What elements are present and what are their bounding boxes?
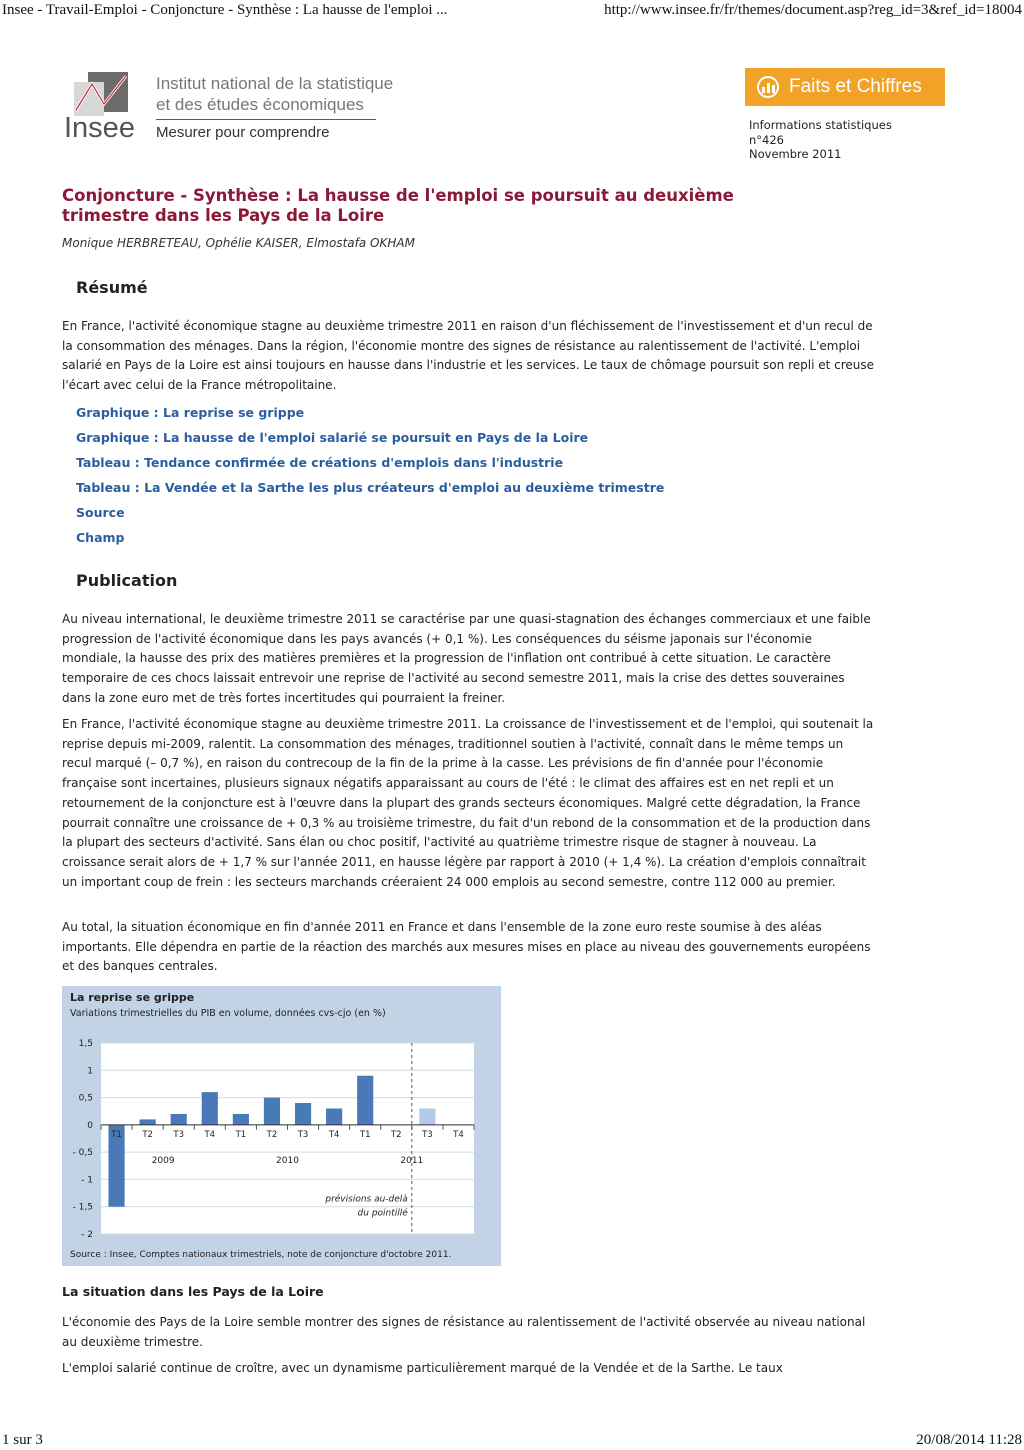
chart-plot <box>62 986 501 1266</box>
y-tick-label: 0,5 <box>78 1093 93 1104</box>
category-label: T4 <box>328 1129 340 1140</box>
y-tick-label: - 1,5 <box>72 1202 93 1213</box>
paragraph-france: En France, l'activité économique stagne au deuxième trimestre 2011. La croissance de l'investissement et de l'emploi, qui soutenait la reprise depuis mi-2009, ralentit. La consommation des ménages, traditionnel soutien à l'activité, connaît dans le même temps un recul marqué (– 0,7 %), en raison du contrecoup de la fin de la prime à la casse. Les prévisions de fin d'année pour l'économie française sont incertaines, plusieurs signaux négatifs apparaissant au cours de l'été : le climat des affaires est en net repli et un retournement de la conjoncture est à l'œuvre dans la plupart des grands secteurs économiques. Malgré cette dégradation, la France pourrait connaître une croissance de + 0,3 % au troisième trimestre, du fait d'un rebond de la consommation et de la production dans la plupart des secteurs d'activité. Sans élan ou choc positif, l'activité au quatrième trimestre risque de stagner à nouveau. La croissance serait alors de + 1,7 % sur l'année 2011, en hausse légère par rapport à 2010 (+ 1,4 %). La création d'emplois connaîtrait un important coup de frein : les secteurs marchands créeraient 24 000 emplois au second semestre, contre 112 000 au premier. <box>62 717 874 889</box>
category-label: T1 <box>235 1129 247 1140</box>
bar <box>295 1103 311 1125</box>
logo-line-2: et des études économiques <box>156 95 364 114</box>
bar <box>202 1092 218 1125</box>
bar <box>357 1076 373 1125</box>
section-links <box>76 405 664 555</box>
link-graph-emploi-label[interactable]: Graphique : La hausse de l'emploi salarié se poursuit en Pays de la Loire <box>76 430 589 445</box>
bar <box>140 1119 156 1124</box>
logo-divider <box>156 119 376 120</box>
link-table-industrie[interactable] <box>76 455 664 480</box>
category-label: T2 <box>390 1129 402 1140</box>
category-label: T3 <box>422 1129 433 1140</box>
bar <box>233 1114 249 1125</box>
year-label: 2011 <box>400 1155 424 1166</box>
paragraph-total: Au total, la situation économique en fin d'année 2011 en France et dans l'ensemble de la zone euro reste soumise à des aléas importants. Elle dépendra en partie de la réaction des marchés aux mesures mises en place au niveau des gouvernements européens et des banques centrales. <box>62 920 871 974</box>
forecast-note: prévisions au-delà <box>325 1194 408 1205</box>
paragraph-international: Au niveau international, le deuxième trimestre 2011 se caractérise par une quasi-stagnation des échanges commerciaux et une faible progression de l'activité économique dans les pays avancés (+ 0,1 %). Les conséquences du séisme japonais sur l'économie mondiale, la hausse des prix des matières premières et la progression de l'inflation ont contribué à cette situation. Le caractère temporaire de ces chocs laissait entrevoir une reprise de l'activité au second semestre 2011, mais la crise des dettes souveraines dans la zone euro met de très fortes incertitudes qui pourraient la freiner. <box>62 612 871 705</box>
year-label: 2009 <box>151 1155 175 1166</box>
year-label: 2010 <box>276 1155 299 1166</box>
chart-subtitle: Variations trimestrielles du PIB en volume, données cvs-cjo (en %) <box>70 1008 386 1019</box>
forecast-note: du pointillé <box>357 1208 408 1219</box>
link-graph-reprise-label[interactable]: Graphique : La reprise se grippe <box>76 405 305 420</box>
y-tick-label: - 2 <box>81 1230 93 1240</box>
summary-heading: Résumé <box>76 278 148 297</box>
chart-icon <box>757 76 779 98</box>
link-table-industrie-label[interactable]: Tableau : Tendance confirmée de créations d'emplois dans l'industrie <box>76 455 564 470</box>
y-tick-label: 0 <box>87 1120 93 1131</box>
browser-url[interactable]: http://www.insee.fr/fr/themes/document.asp?reg_id=3&ref_id=18004 <box>604 2 1022 18</box>
region-subheading: La situation dans les Pays de la Loire <box>62 1284 324 1299</box>
publication-date: Novembre 2011 <box>749 147 842 161</box>
faits-et-chiffres-button[interactable] <box>745 68 945 106</box>
bar <box>419 1108 435 1124</box>
y-tick-label: 1 <box>87 1066 93 1077</box>
category-label: T1 <box>111 1129 122 1140</box>
logo-wordmark: Insee <box>64 112 135 144</box>
logo-tagline: Mesurer pour comprendre <box>156 124 330 141</box>
paragraph-region-2: L'emploi salarié continue de croître, avec un dynamisme particulièrement marqué de la Vendée et de la Sarthe. Le taux <box>62 1361 783 1375</box>
summary-text: En France, l'activité économique stagne au deuxième trimestre 2011 en raison d'un fléchissement de l'investissement et d'un recul de la consommation des ménages. Dans la région, l'économie montre des signes de résistance au ralentissement de l'activité. L'emploi salarié en Pays de la Loire est ainsi toujours en hausse dans l'industrie et les services. Le taux de chômage poursuit son repli et creuse l'écart avec celui de la France métropolitaine. <box>62 319 875 393</box>
link-source[interactable] <box>76 505 664 530</box>
article-authors: Monique HERBRETEAU, Ophélie KAISER, Elmostafa OKHAM <box>62 236 415 250</box>
publication-heading: Publication <box>76 571 178 590</box>
chart-source: Source : Insee, Comptes nationaux trimestriels, note de conjoncture d'octobre 2011. <box>70 1250 452 1260</box>
y-tick-label: - 0,5 <box>72 1148 93 1159</box>
bar <box>264 1098 280 1125</box>
category-label: T2 <box>266 1129 278 1140</box>
category-label: T2 <box>142 1129 153 1140</box>
link-source-label[interactable]: Source <box>76 505 125 520</box>
chart-title: La reprise se grippe <box>70 991 195 1004</box>
link-champ[interactable] <box>76 530 664 555</box>
y-tick-label: 1,5 <box>78 1039 93 1049</box>
browser-page-title: Insee - Travail-Emploi - Conjoncture - Synthèse : La hausse de l'emploi ... <box>2 2 448 18</box>
link-graph-emploi[interactable] <box>76 430 664 455</box>
link-table-vendee-sarthe[interactable] <box>76 480 664 505</box>
publication-number: n°426 <box>749 132 784 147</box>
category-label: T3 <box>297 1129 309 1140</box>
publication-info <box>749 118 892 162</box>
publication-series: Informations statistiques <box>749 118 892 132</box>
link-table-vendee-sarthe-label[interactable]: Tableau : La Vendée et la Sarthe les plus créateurs d'emploi au deuxième trimestre <box>76 480 665 495</box>
category-label: T4 <box>453 1129 464 1140</box>
bar <box>326 1108 342 1124</box>
paragraph-region-1: L'économie des Pays de la Loire semble montrer des signes de résistance au ralentissement de l'activité observée au niveau national au deuxième trimestre. <box>62 1315 866 1349</box>
bar <box>171 1114 187 1125</box>
page-number: 1 sur 3 <box>2 1432 43 1448</box>
category-label: T3 <box>173 1129 185 1140</box>
logo-line-1: Institut national de la statistique <box>156 74 394 93</box>
faits-et-chiffres-label: Faits et Chiffres <box>789 76 922 97</box>
article-title: Conjoncture - Synthèse : La hausse de l'emploi se poursuit au deuxième trimestre dans les Pays de la Loire <box>62 186 734 225</box>
category-label: T4 <box>204 1129 216 1140</box>
link-champ-label[interactable]: Champ <box>76 530 125 545</box>
category-label: T1 <box>359 1129 371 1140</box>
link-graph-reprise[interactable] <box>76 405 664 430</box>
print-datetime: 20/08/2014 11:28 <box>916 1432 1022 1448</box>
gdp-chart <box>62 986 501 1266</box>
insee-logo[interactable] <box>62 68 392 148</box>
y-tick-label: - 1 <box>81 1175 93 1186</box>
